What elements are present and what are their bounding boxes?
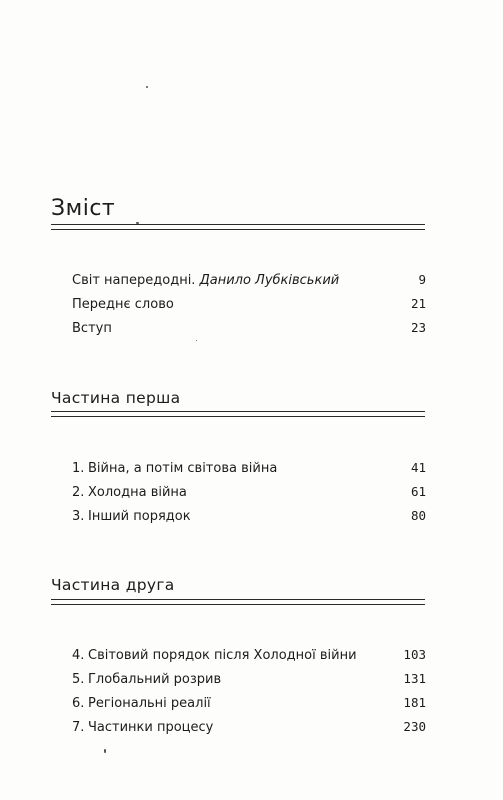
toc-entry-title: Глобальний розрив bbox=[88, 672, 222, 687]
toc-entry-title: Світовий порядок після Холодної війни bbox=[88, 648, 357, 663]
toc-entry-title: Інший порядок bbox=[88, 509, 191, 524]
toc-entry-title: Війна, а потім світова війна bbox=[88, 461, 278, 476]
toc-entry[interactable] bbox=[72, 667, 426, 691]
toc-entry-title: Регіональні реалії bbox=[88, 696, 211, 711]
chapter-number: 1. bbox=[72, 461, 85, 476]
page-title: Зміст bbox=[51, 196, 116, 221]
part-double-rule bbox=[51, 411, 425, 417]
part-heading: Частина перша bbox=[51, 389, 181, 407]
paper-speck bbox=[146, 86, 148, 88]
front-matter-list bbox=[72, 268, 426, 340]
toc-entry-page: 80 bbox=[410, 508, 426, 523]
toc-entry[interactable] bbox=[72, 691, 426, 715]
chapter-number: 4. bbox=[72, 648, 85, 663]
chapter-number: 6. bbox=[72, 696, 85, 711]
toc-entry-page: 131 bbox=[403, 671, 426, 686]
toc-entry-title: Переднє слово bbox=[72, 297, 174, 312]
toc-entry-page: 181 bbox=[403, 695, 426, 710]
toc-entry-title: Частинки процесу bbox=[88, 720, 214, 735]
toc-entry-title: Холодна війна bbox=[88, 485, 187, 500]
part-two-chapter-list bbox=[72, 643, 426, 739]
chapter-number: 3. bbox=[72, 509, 85, 524]
toc-entry-title: Вступ bbox=[72, 321, 112, 336]
chapter-number: 7. bbox=[72, 720, 85, 735]
chapter-number: 5. bbox=[72, 672, 85, 687]
toc-entry-page: 103 bbox=[403, 647, 426, 662]
toc-entry[interactable] bbox=[72, 715, 426, 739]
toc-entry-page: 41 bbox=[410, 460, 426, 475]
title-double-rule bbox=[51, 224, 425, 230]
toc-entry-author: Данило Лубківський bbox=[199, 273, 340, 288]
toc-entry-page: 230 bbox=[403, 719, 426, 734]
part-one-chapter-list bbox=[72, 456, 426, 528]
toc-entry[interactable] bbox=[72, 480, 426, 504]
toc-entry-page: 23 bbox=[410, 320, 426, 335]
part-heading: Частина друга bbox=[51, 576, 175, 594]
toc-entry-page: 61 bbox=[410, 484, 426, 499]
part-double-rule bbox=[51, 599, 425, 605]
toc-entry[interactable] bbox=[72, 316, 426, 340]
toc-entry-title: Світ напередодні. Данило Лубківський bbox=[72, 273, 340, 288]
toc-entry[interactable] bbox=[72, 456, 426, 480]
toc-entry[interactable] bbox=[72, 504, 426, 528]
toc-entry-page: 9 bbox=[418, 272, 426, 287]
toc-entry[interactable] bbox=[72, 292, 426, 316]
toc-entry[interactable] bbox=[72, 643, 426, 667]
paper-speck bbox=[104, 749, 106, 753]
toc-entry-page: 21 bbox=[410, 296, 426, 311]
chapter-number: 2. bbox=[72, 485, 85, 500]
toc-entry[interactable] bbox=[72, 268, 426, 292]
